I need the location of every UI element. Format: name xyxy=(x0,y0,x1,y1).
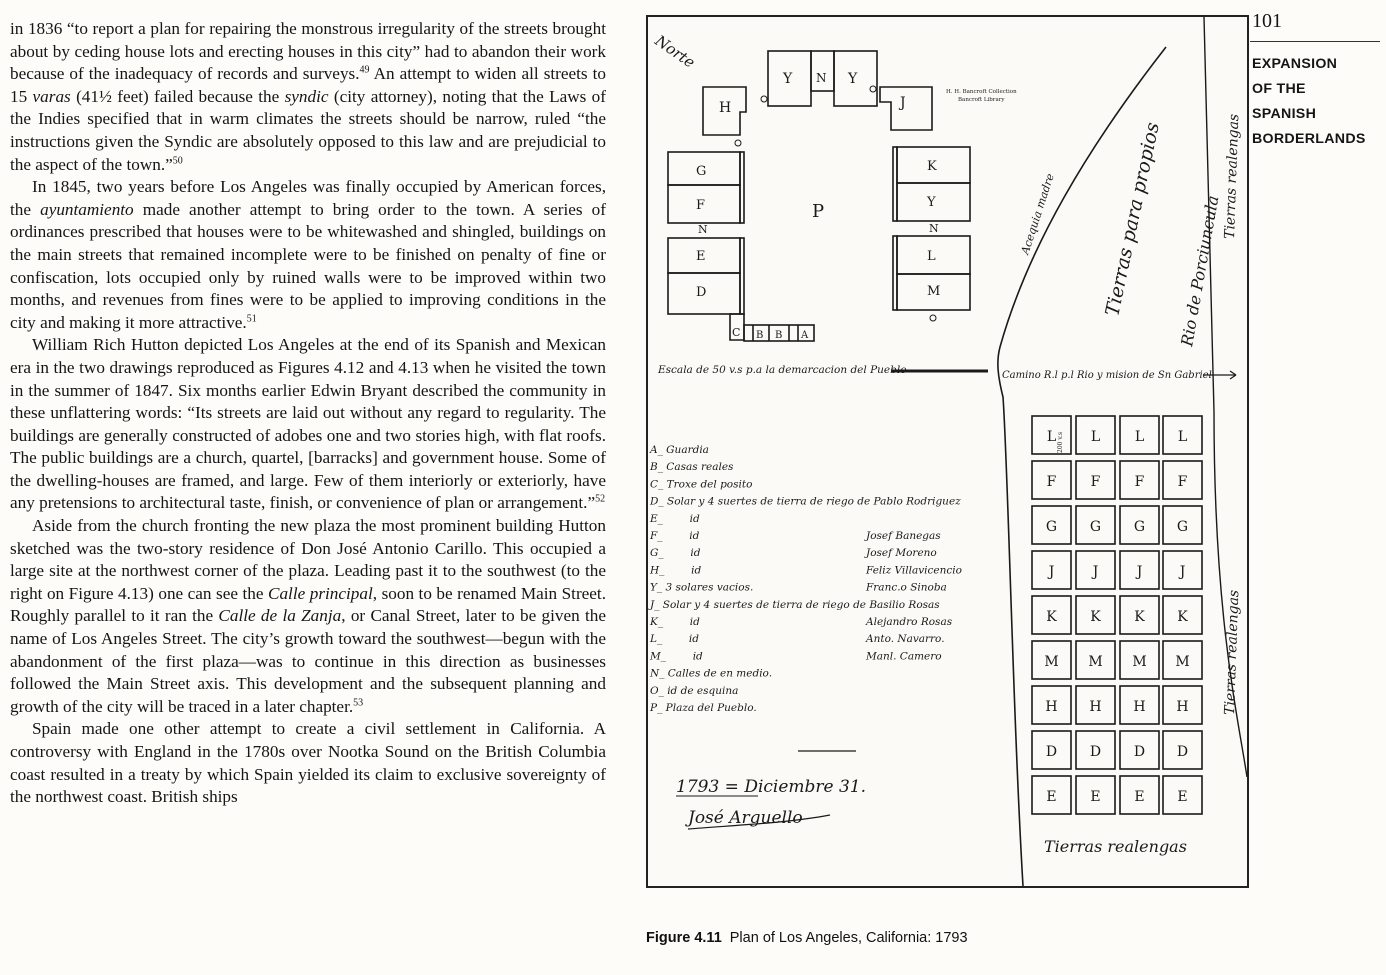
legend-entry: Y_ 3 solares vacios. xyxy=(650,581,754,594)
field-lot-letter: D xyxy=(1176,744,1189,760)
field-lot-letter: E xyxy=(1090,789,1101,805)
legend-entry: C_ Troxe del posito xyxy=(650,478,753,491)
field-lot-letter: K xyxy=(1134,609,1145,625)
paragraph: in 1836 “to report a plan for repairing the monstrous irregularity of the streets brought about by ceding house lots and erecting houses in this city” had to abandon their work because of the inadequacy of records and surveys.$^{49}$ An attempt to widen all streets to 15 varas (41½ feet) failed because the syndic (city attorney), noting that the Laws of the Indies specified that in warm climates the streets should be narrow, ruled “the instructions given the Syndic are absolutely opposed to this law and are prejudicial to the aspect of the town.”$^{50}$ xyxy=(10,19,606,174)
lot-letter: E xyxy=(696,249,706,264)
field-lot-letter: D xyxy=(1133,744,1146,760)
field-lot-letter: L xyxy=(1177,429,1188,445)
collection-stamp: H. H. Bancroft Collection xyxy=(946,89,1017,95)
plan-signature: José Arguello xyxy=(688,808,803,828)
lot-letter: J xyxy=(900,95,906,111)
legend-entry: H_ id xyxy=(650,564,702,577)
figure-plan-los-angeles xyxy=(646,15,1249,888)
street-letter: N xyxy=(698,223,708,236)
paragraph: In 1845, two years before Los Angeles was finally occupied by American forces, the ayuntamiento made another attempt to bring order to the town. A series of ordinances prescribed that houses were to be whitewashed and shingled, buildings on the main streets that remained incomplete were to be finished on penalty of fine or confiscation, lots occupied only by ruined walls were to be improved within two months, and revenues from fines were to be applied to improving conditions in the city and making it more attractive.$^{51}$ xyxy=(10,177,606,332)
legend-entry: K_ id xyxy=(650,616,700,628)
running-head-rule xyxy=(1250,41,1380,42)
field-lot-letter: E xyxy=(1134,789,1145,805)
field-lot-letter: H xyxy=(1045,699,1058,715)
field-lot-letter: J xyxy=(1136,564,1143,580)
field-lot-letter: F xyxy=(1134,474,1145,490)
tierras-propios-label: Tierras para propios xyxy=(1101,120,1164,319)
field-lot-letter: H xyxy=(1089,699,1102,715)
field-lot-letter: H xyxy=(1133,699,1146,715)
field-lot-letter: M xyxy=(1044,654,1059,670)
field-lot-letter: D xyxy=(1045,744,1058,760)
field-lot-letter: F xyxy=(1177,474,1188,490)
lot-letter: D xyxy=(696,285,707,300)
field-lot-letter: G xyxy=(1176,519,1189,535)
legend-entry: P_ Plaza del Pueblo. xyxy=(650,702,757,714)
legend-entry: N_ Calles de en medio. xyxy=(650,667,773,680)
field-lot-letter: L xyxy=(1134,429,1145,445)
lot-letter: Y xyxy=(783,71,793,87)
street-letter: N xyxy=(929,222,939,235)
paragraph: Aside from the church fronting the new plaza the most prominent building Hutton sketched was the two-story residence of Don José Antonio Carillo. This occupied a large site at the northwest corner of the plaza. Leading past it to the southwest (to the right on Figure 4.13) one can see the Calle principal, soon to be renamed Main Street. Roughly parallel to it ran the Calle de la Zanja, or Canal Street, later to be given the name of Los Angeles Street. The city’s growth toward the southwest—begun with the abandonment of the first plaza—was to continue in this direction as businesses followed the Main Street axis. This development and the subsequent planning and growth of the city will be traced in a later chapter.$^{53}$ xyxy=(10,516,606,716)
plan-date: 1793 = Diciembre 31. xyxy=(676,777,867,797)
running-head-line: OF THE xyxy=(1252,81,1306,97)
legend-entry: O_ id de esquina xyxy=(650,684,739,697)
field-lot-letter: G xyxy=(1089,519,1102,535)
field-lot-letter: L xyxy=(1090,429,1101,445)
field-lot-letter: E xyxy=(1177,789,1188,805)
lot-letter: C xyxy=(732,326,741,339)
running-head-line: BORDERLANDS xyxy=(1252,131,1366,147)
page-number: 101 xyxy=(1252,10,1282,32)
field-lot-letter: K xyxy=(1046,609,1057,625)
legend-owner-name: Manl. Camero xyxy=(866,650,942,663)
legend-owner-name: Josef Banegas xyxy=(866,530,941,542)
lot-block-left xyxy=(668,152,744,340)
figure-label: Figure 4.11 xyxy=(646,930,722,946)
legend xyxy=(648,444,962,714)
tierras-realengas-label: Tierras realengas xyxy=(1044,837,1187,856)
legend-entry: J_ Solar y 4 suertes de tierra de riego de Basilio Rosas xyxy=(650,598,940,611)
legend-owner-name: Franc.o Sinoba xyxy=(866,581,947,594)
legend-entry: D_ Solar y 4 suertes de tierra de riego de Pablo Rodriguez xyxy=(650,495,961,508)
field-lot-letter: E xyxy=(1046,789,1057,805)
figure-caption xyxy=(646,930,968,946)
collection-stamp: Bancroft Library xyxy=(958,97,1005,103)
legend-owner-name: Feliz Villavicencio xyxy=(866,564,962,577)
tierras-realengas-label: Tierras realengas xyxy=(1222,113,1243,240)
field-lot-letter: F xyxy=(1090,474,1101,490)
field-lot-letter: D xyxy=(1089,744,1102,760)
field-lot-letter: J xyxy=(1048,564,1055,580)
paragraph: Spain made one other attempt to create a civil settlement in California. A controversy with England in the 1780s over Nootka Sound on the British Columbia coast resulted in a treaty by which Spain yielded its claim to exclusive sovereignty of the northwest coast. British ships xyxy=(10,719,606,807)
legend-entry: G_ id xyxy=(650,547,701,560)
lot-letter: B xyxy=(756,330,764,341)
paragraph: William Rich Hutton depicted Los Angeles at the end of its Spanish and Mexican era in the two drawings reproduced as Figures 4.12 and 4.13 when he visited the town in the summer of 1847. Six months earlier Edwin Bryant described the community in these unflattering words: “Its streets are laid out without any regard to regularity. The buildings are generally constructed of adobes one and two stories high, with flat roofs. The public buildings are a church, quartel, [barracks] and government house. Some of the dwelling-houses are framed, and large. Few of them interiorly or exteriorly, have any pretensions to architectural taste, finish, or convenience of plan or arrangement.”$^{52}$ xyxy=(10,335,606,513)
legend-entry: A_ Guardia xyxy=(650,444,709,456)
field-lot-letter: G xyxy=(1133,519,1146,535)
scale-label: Escala de 50 v.s p.a la demarcacion del Pueblo xyxy=(658,364,907,376)
river-label: Rio de Porciuncula xyxy=(1177,194,1223,348)
field-lot-letter: G xyxy=(1045,519,1058,535)
field-lot-letter: L xyxy=(1046,429,1057,445)
field-lot-letter: M xyxy=(1088,654,1103,670)
field-lot-letter: K xyxy=(1177,609,1188,625)
acequia-label: Acequia madre xyxy=(1018,171,1057,256)
lot-letter: K xyxy=(927,159,937,174)
legend-owner-name: Alejandro Rosas xyxy=(866,616,953,628)
plaza-letter: P xyxy=(812,201,825,222)
legend-entry: B_ Casas reales xyxy=(650,461,734,474)
running-head-line: SPANISH xyxy=(1252,106,1317,122)
road-label: Camino R.l p.l Rio y mision de Sn Gabriel xyxy=(1002,370,1212,381)
legend-owner-name: Anto. Navarro. xyxy=(866,633,945,646)
legend-entry: F_ id xyxy=(650,530,700,542)
field-lot-letter: J xyxy=(1092,564,1099,580)
legend-entry: L_ id xyxy=(650,633,700,646)
lot-letter: A xyxy=(801,330,809,341)
lot-letter: N xyxy=(816,71,827,85)
lot-letter: B xyxy=(775,330,783,341)
lot-block-top xyxy=(703,51,932,135)
lot-letter: Y xyxy=(927,195,936,210)
figure-title: Plan of Los Angeles, California: 1793 xyxy=(729,930,968,946)
field-lot-letter: M xyxy=(1175,654,1190,670)
lot-letter: Y xyxy=(848,71,858,87)
field-lot-letter: K xyxy=(1090,609,1101,625)
north-label: Norte xyxy=(651,31,699,72)
fields-grid xyxy=(1032,416,1202,814)
field-lot-letter: M xyxy=(1132,654,1147,670)
lot-letter: H xyxy=(719,100,732,116)
running-head-line: EXPANSION xyxy=(1252,56,1338,72)
grid-scale-note: 200 v.s xyxy=(1057,431,1064,453)
tierras-realengas-label: Tierras realengas xyxy=(1222,589,1243,716)
lot-letter: F xyxy=(696,198,706,213)
field-lot-letter: F xyxy=(1046,474,1057,490)
legend-entry: M_ id xyxy=(650,650,703,663)
body-text xyxy=(10,18,606,809)
lot-letter: L xyxy=(927,249,936,264)
field-lot-letter: J xyxy=(1179,564,1186,580)
running-head xyxy=(1252,52,1384,152)
field-lot-letter: H xyxy=(1176,699,1189,715)
lot-letter: G xyxy=(696,164,707,179)
plan-drawing xyxy=(648,17,1247,886)
lot-letter: M xyxy=(927,284,941,299)
legend-owner-name: Josef Moreno xyxy=(866,547,937,560)
legend-entry: E_ id xyxy=(650,512,700,525)
